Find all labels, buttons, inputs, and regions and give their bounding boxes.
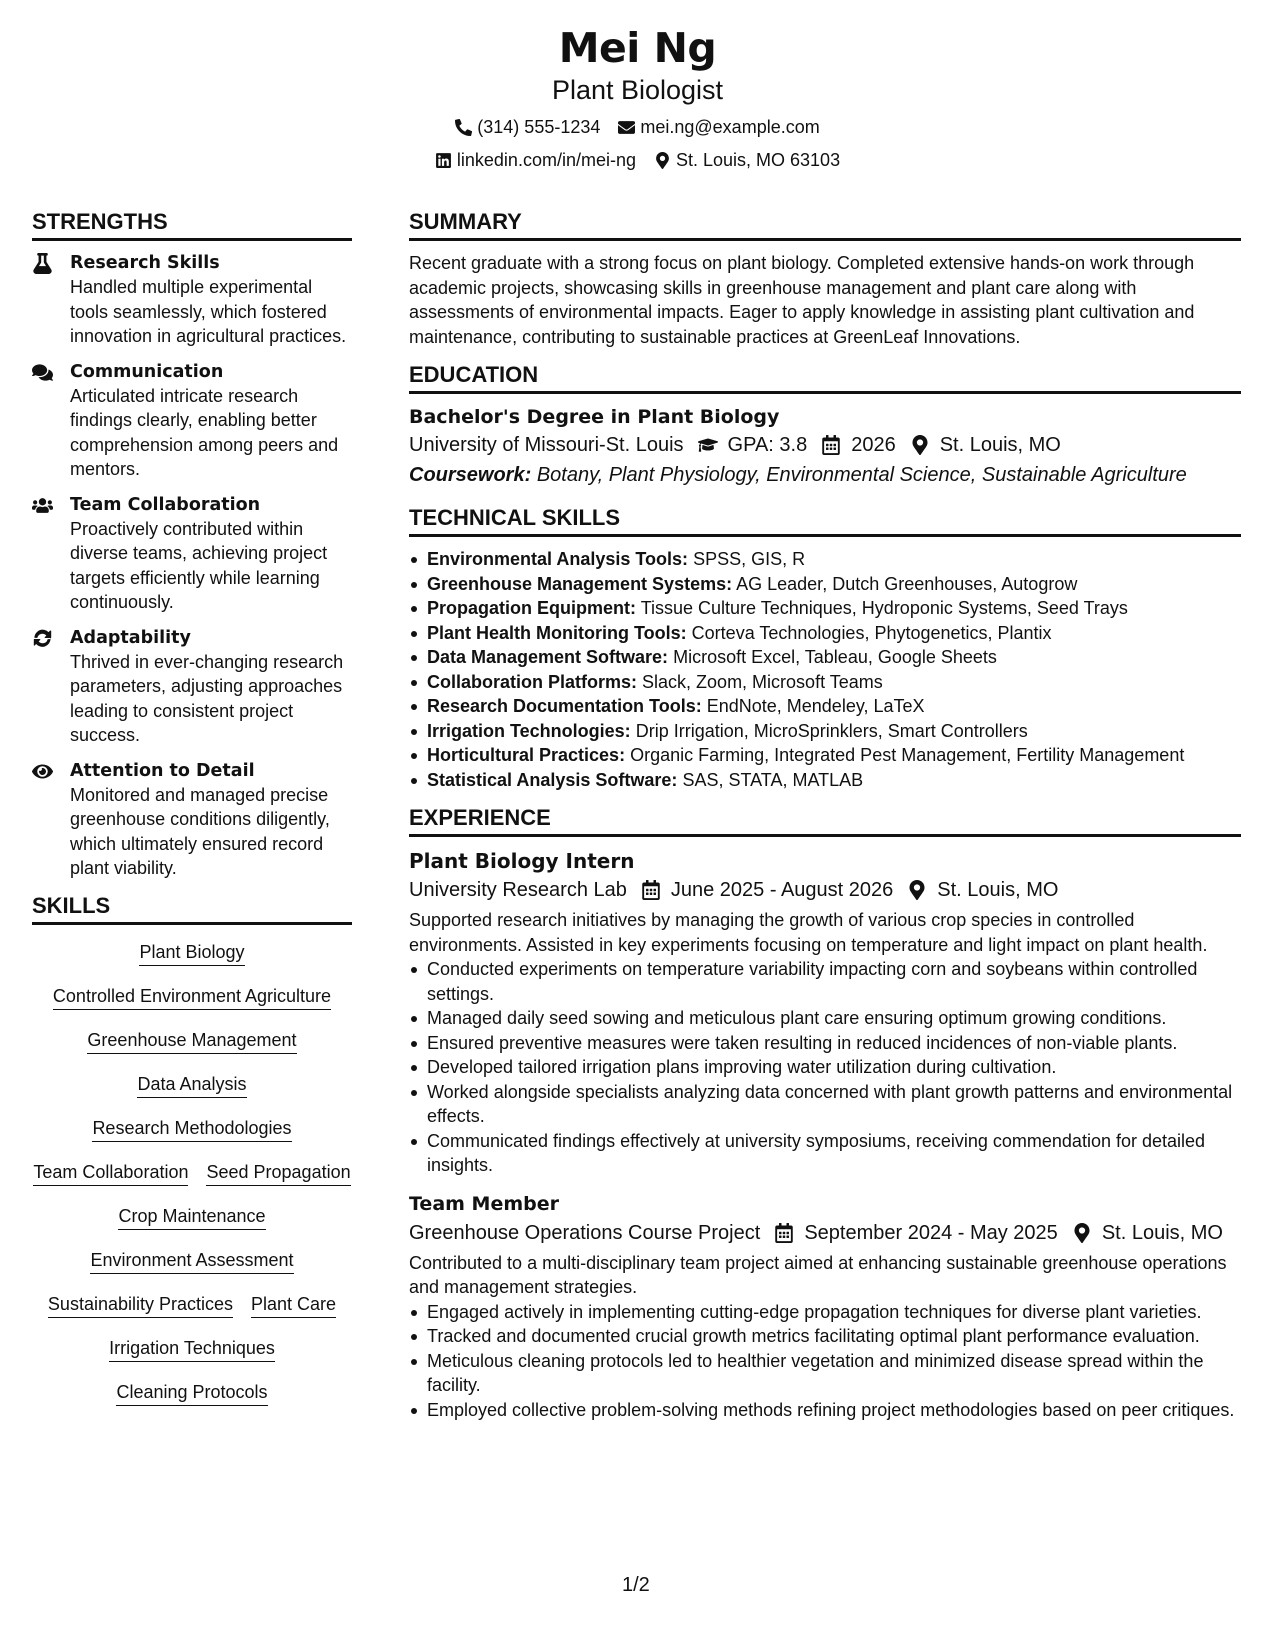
gpa-text: GPA: 3.8 — [727, 434, 808, 456]
right-column — [409, 208, 1241, 1422]
edu-location-text: St. Louis, MO — [939, 434, 1061, 456]
calendar-icon — [641, 880, 661, 900]
linkedin-text[interactable]: linkedin.com/in/mei-ng — [456, 150, 636, 170]
calendar-icon — [821, 435, 841, 455]
list-item: Worked alongside specialists analyzing data concerned with plant growth patterns and environmental effects. — [409, 1080, 1241, 1129]
tech-value: Corteva Technologies, Phytogenetics, Plantix — [691, 622, 1052, 643]
list-item — [409, 670, 1241, 695]
email-text[interactable]: mei.ng@example.com — [640, 117, 820, 137]
skill-tag: Seed Propagation — [206, 1161, 350, 1186]
page-number: 1/2 — [622, 1574, 650, 1596]
location-text: St. Louis, MO 63103 — [675, 150, 841, 170]
job-meta — [409, 1218, 1241, 1248]
strength-desc: Monitored and managed precise greenhouse conditions diligently, which ultimately ensured record plant viability. — [70, 784, 330, 878]
job-location-item — [1072, 1218, 1223, 1248]
edu-location-item — [910, 430, 1061, 460]
list-item: Communicated findings effectively at university symposiums, receiving commendation for detailed insights. — [409, 1129, 1241, 1178]
phone-text: (314) 555-1234 — [477, 117, 601, 137]
sync-icon — [32, 628, 53, 649]
list-item: Meticulous cleaning protocols led to healthier vegetation and minimized disease spread within the facility. — [409, 1349, 1241, 1398]
email-contact[interactable] — [618, 116, 819, 138]
strength-item — [32, 251, 352, 349]
job-entry — [409, 847, 1241, 1178]
job-org: University Research Lab — [409, 879, 627, 901]
summary-heading: SUMMARY — [409, 208, 1241, 241]
coursework-label: Coursework: — [409, 464, 532, 486]
skills-list — [32, 941, 352, 1425]
job-description: Contributed to a multi-disciplinary team project aimed at enhancing sustainable greenhouse operations and management strategies. — [409, 1252, 1227, 1297]
skill-tag: Plant Biology — [139, 941, 244, 966]
contact-row-2 — [0, 149, 1275, 171]
tech-label: Research Documentation Tools: — [427, 696, 702, 716]
strength-item — [32, 360, 352, 482]
linkedin-icon — [435, 152, 452, 169]
strength-title: Team Collaboration — [70, 494, 261, 515]
list-item — [409, 596, 1241, 621]
tech-value: Drip Irrigation, MicroSprinklers, Smart Controllers — [635, 720, 1028, 741]
tech-value: Tissue Culture Techniques, Hydroponic Systems, Seed Trays — [640, 598, 1128, 618]
contact-row-1 — [0, 116, 1275, 138]
candidate-name: Mei Ng — [558, 24, 717, 72]
tech-label: Plant Health Monitoring Tools: — [427, 622, 687, 643]
eye-icon — [32, 761, 53, 782]
flask-icon — [32, 253, 53, 274]
tech-label: Data Management Software: — [427, 647, 669, 667]
summary-text: Recent graduate with a strong focus on plant biology. Completed extensive hands-on work through academic projects, showcasing skills in greenhouse management and plant care along with assessments of environmental impacts. Eager to apply knowledge in assisting plant cultivation and maintenance, contributing to sustainable practices at GreenLeaf Innovations. — [409, 253, 1195, 347]
job-location-item — [907, 875, 1058, 905]
strength-title: Research Skills — [70, 253, 220, 273]
tech-label: Irrigation Technologies: — [427, 720, 631, 741]
tech-label: Propagation Equipment: — [427, 598, 636, 618]
resume-header — [0, 22, 1275, 171]
calendar-icon — [774, 1223, 794, 1243]
job-meta — [409, 875, 1241, 905]
phone-contact — [455, 116, 600, 138]
tech-label: Environmental Analysis Tools: — [427, 549, 689, 569]
school-name: University of Missouri-St. Louis — [409, 434, 684, 456]
users-icon — [32, 495, 53, 516]
tech-value: SPSS, GIS, R — [693, 549, 806, 569]
education-meta — [409, 430, 1241, 460]
job-dates-item — [774, 1218, 1058, 1248]
candidate-title: Plant Biologist — [551, 75, 724, 105]
technical-skills-list — [409, 547, 1241, 792]
list-item: Managed daily seed sowing and meticulous plant care ensuring optimum growing conditions. — [409, 1006, 1241, 1031]
tech-value: Microsoft Excel, Tableau, Google Sheets — [673, 647, 997, 667]
list-item — [409, 694, 1241, 719]
skill-tag: Cleaning Protocols — [116, 1381, 267, 1406]
phone-icon — [455, 119, 472, 136]
job-description: Supported research initiatives by managing the growth of various crop species in controlled environments. Assisted in key experiments focusing on temperature and light impact on plant health. — [409, 910, 1208, 955]
tech-label: Greenhouse Management Systems: — [427, 573, 733, 594]
tech-label: Horticultural Practices: — [427, 745, 626, 765]
list-item — [409, 547, 1241, 572]
strengths-heading: STRENGTHS — [32, 208, 352, 241]
education-heading: EDUCATION — [409, 361, 1241, 394]
strength-item — [32, 493, 352, 615]
strengths-list — [32, 251, 352, 881]
skill-tag: Plant Care — [251, 1293, 336, 1318]
location-contact — [654, 149, 840, 171]
skill-tag: Greenhouse Management — [87, 1029, 296, 1054]
map-marker-icon — [654, 152, 671, 169]
job-bullets — [409, 1300, 1241, 1423]
tech-label: Statistical Analysis Software: — [427, 769, 678, 790]
comments-icon — [32, 362, 53, 383]
job-dates: September 2024 - May 2025 — [804, 1221, 1058, 1244]
skill-tag: Team Collaboration — [33, 1161, 188, 1186]
tech-value: SAS, STATA, MATLAB — [682, 769, 864, 790]
coursework — [409, 460, 1241, 490]
skill-tag: Crop Maintenance — [118, 1205, 265, 1230]
job-entry — [409, 1190, 1241, 1423]
year-item — [821, 430, 896, 460]
list-item — [409, 768, 1241, 793]
strength-desc: Thrived in ever-changing research parameters, adjusting approaches leading to consistent project success. — [70, 651, 344, 745]
list-item: Tracked and documented crucial growth metrics facilitating optimal plant performance evaluation. — [409, 1324, 1241, 1349]
strength-title: Attention to Detail — [70, 760, 255, 781]
strength-item — [32, 759, 352, 881]
list-item — [409, 621, 1241, 646]
list-item — [409, 743, 1241, 768]
left-column — [32, 208, 352, 1425]
map-marker-icon — [1072, 1223, 1092, 1243]
tech-value: Organic Farming, Integrated Pest Management, Fertility Management — [630, 745, 1185, 765]
strength-item — [32, 626, 352, 748]
list-item: Developed tailored irrigation plans improving water utilization during cultivation. — [409, 1055, 1241, 1080]
envelope-icon — [618, 119, 635, 136]
year-text: 2026 — [851, 434, 896, 456]
map-marker-icon — [907, 880, 927, 900]
tech-label: Collaboration Platforms: — [427, 671, 638, 692]
list-item — [409, 719, 1241, 744]
job-title: Plant Biology Intern — [409, 849, 635, 873]
skill-tag: Environment Assessment — [90, 1249, 293, 1274]
coursework-list: Botany, Plant Physiology, Environmental Science, Sustainable Agriculture — [536, 464, 1187, 486]
strength-desc: Proactively contributed within diverse teams, achieving project targets efficiently while learning continuously. — [70, 518, 328, 612]
technical-skills-heading: TECHNICAL SKILLS — [409, 504, 1241, 537]
list-item: Conducted experiments on temperature variability impacting corn and soybeans within controlled settings. — [409, 957, 1241, 1006]
job-location: St. Louis, MO — [1101, 1221, 1223, 1244]
skills-heading: SKILLS — [32, 892, 352, 925]
strength-desc: Handled multiple experimental tools seamlessly, which fostered innovation in agricultural practices. — [70, 277, 347, 346]
list-item: Engaged actively in implementing cutting-edge propagation techniques for diverse plant varieties. — [409, 1300, 1241, 1325]
gpa-item — [698, 430, 808, 460]
tech-value: AG Leader, Dutch Greenhouses, Autogrow — [736, 573, 1078, 594]
linkedin-contact[interactable] — [435, 149, 636, 171]
degree-title: Bachelor's Degree in Plant Biology — [409, 406, 780, 428]
job-dates: June 2025 - August 2026 — [670, 879, 894, 901]
list-item — [409, 572, 1241, 597]
job-title: Team Member — [409, 1192, 560, 1215]
skill-tag: Sustainability Practices — [48, 1293, 233, 1318]
tech-value: Slack, Zoom, Microsoft Teams — [642, 671, 883, 692]
job-bullets — [409, 957, 1241, 1178]
strength-desc: Articulated intricate research findings clearly, enabling better comprehension among peers and mentors. — [70, 385, 339, 479]
job-org: Greenhouse Operations Course Project — [409, 1221, 761, 1244]
strength-title: Communication — [70, 361, 224, 382]
map-marker-icon — [910, 435, 930, 455]
job-dates-item — [641, 875, 893, 905]
list-item — [409, 645, 1241, 670]
skill-tag: Research Methodologies — [92, 1117, 291, 1142]
list-item: Employed collective problem-solving methods refining project methodologies based on peer critiques. — [409, 1398, 1241, 1423]
skill-tag: Controlled Environment Agriculture — [53, 985, 331, 1010]
tech-value: EndNote, Mendeley, LaTeX — [706, 696, 925, 716]
graduation-cap-icon — [698, 435, 718, 455]
skill-tag: Data Analysis — [137, 1073, 246, 1098]
experience-heading: EXPERIENCE — [409, 804, 1241, 837]
skill-tag: Irrigation Techniques — [109, 1337, 275, 1362]
strength-title: Adaptability — [70, 627, 191, 648]
list-item: Ensured preventive measures were taken resulting in reduced incidences of non-viable plants. — [409, 1031, 1241, 1056]
job-location: St. Louis, MO — [937, 879, 1059, 901]
